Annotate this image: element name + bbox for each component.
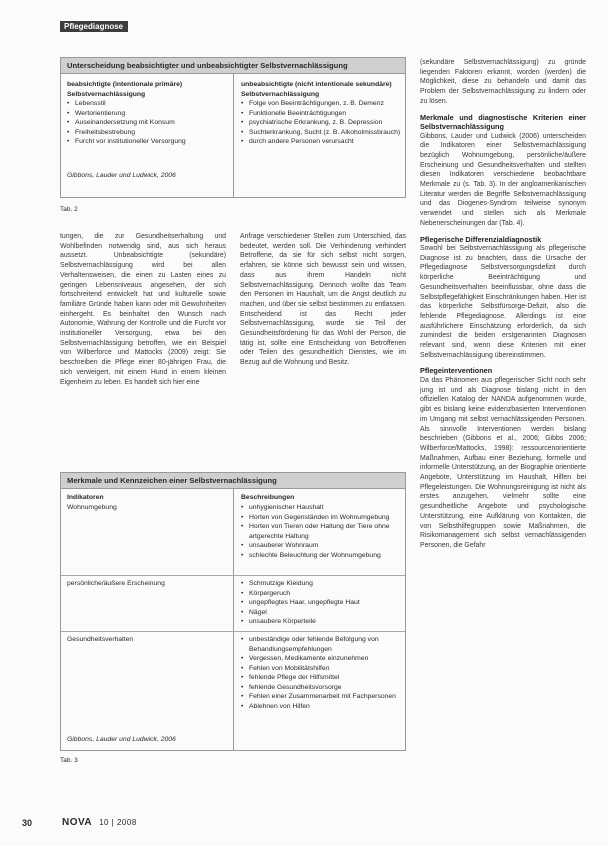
list-item: • Fehlen einer Zusammenarbeit mit Fachpersonen [241,692,401,702]
body-paragraph: (sekundäre Selbstvernachlässigung) zu gründe liegenden Faktoren erkannt, worden (werden) die Möglichkeit, diese zu behandeln und damit das Problem der Selbstvernachlässigung zu lindern oder zu lösen. [420,59,586,105]
list-item: • unsaubere Körperteile [241,617,401,627]
table-2-divider [233,489,234,750]
body-paragraph: Gibbons, Lauder und Ludwick (2006) unterscheiden die Indikatoren einer Selbstvernachlässigung bezüglich Wohnumgebung, persönliche/äußere Erscheinung und Gesundheitsverhalten und stellten diesen Indikatoren verschiedene beobachtbare Merkmale zu (s. Tab. 3). In der angloamerikanischen Literatur werden die Begriffe Selbstvernachlässigung und das Diogenes-Syndrom teilweise synonym verwendet und stellen sich als Merkmale Nebenerscheinungen dar (Tab. 4). [420,132,586,227]
table-1 [60,57,406,213]
body-column-right [420,58,586,828]
list-item: • Nägel [241,608,401,618]
list-item: • durch andere Personen verursacht [241,137,401,147]
list-item: • Funktionelle Beeinträchtigungen [241,109,401,119]
list-item: • fehlende Pflege der Hilfsmittel [241,673,401,683]
table-2-head-descriptions: Beschreibungen [241,494,295,501]
table-2-title: Merkmale und Kennzeichen einer Selbstvernachlässigung [60,472,406,489]
list-item: • Horten von Tieren oder Haltung der Tiere ohne artgerechte Haltung [241,522,401,541]
list-item: • Ablehnen von Hilfen [241,702,401,712]
list-item: • Suchterkrankung, Sucht (z. B. Alkoholmissbrauch) [241,128,401,138]
list-item: • Furcht vor institutioneller Versorgung [67,137,227,147]
table-2-source: Gibbons, Lauder und Ludwick, 2006 [67,736,176,743]
list-item: • unsauberer Wohnraum [241,541,401,551]
list-item: • Fehlen von Mobilitätshilfen [241,664,401,674]
body-paragraph: Sowohl bei Selbstvernachlässigung als pflegerische Diagnose ist zu beachten, dass die Ursache der Pflegediagnose Selbstversorgungsdefizit durch körperliche Beeinträchtigung und Gesundheitsverhalten beeinflussbar, ohne dass die Selbstpflegefähigkeit Einschränkungen haben. Hier ist das körperliche Selbstfürsorge-Defizit, also die fehlende Pflegediagnose. Allerdings ist eine ausführlichere Einschätzung erforderlich, da sich zumindest die beiden erstgenannten Diagnosen relevant sind, wenn diese Kriterien mit einer Selbstvernachlässigung übereinstimmen. [420,245,586,359]
list-item: • Lebensstil [67,99,227,109]
list-item: • Horten von Gegenständen im Wohnumgebung [241,513,401,523]
list-item: • Körpergeruch [241,589,401,599]
list-item: • Folge von Beeinträchtigungen, z. B. Demenz [241,99,401,109]
magazine-name: NOVA [62,817,92,828]
body-column-middle [240,232,406,458]
body-paragraph: Anfrage verschiedener Stellen zum Unterschied, das bedeutet, werden soll. Die Verhinderung verhindert Betroffene, da sie für sich selbst nicht sorgen, erfahren, sie könne sich bewusst sein und wissen, dass aus ihrem Handeln nicht Selbstvernachlässigung. Dennoch wollte das Team den Personen im Haushalt, um die Angst deutlich zu machen, und über sie selbst bestimmen zu entlassen. Entscheidend ist das Recht jeder Selbstvernachlässigung, wurde sie Teil der Gesundheitsförderung für das Wohl der Person, die tätig ist, sollte eine Entscheidung von Betroffenen oder Teilen des gesundheitlich Dienstes, wie im Bezug auf die Wohnung und Besitz. [240,233,406,367]
body-column-left [60,232,226,458]
table-1-divider [233,74,234,197]
table-row-items [241,579,401,627]
table-2-head-indicators: Indikatoren [67,494,104,501]
table-2-caption: Tab. 3 [60,757,78,764]
table-row-divider [61,631,405,632]
table-2 [60,472,406,764]
page-number: 30 [22,818,33,828]
table-1-caption: Tab. 2 [60,206,78,213]
table-row-items [241,635,401,711]
table-1-left-col [67,80,227,180]
table-row-indicator: Gesundheitsverhalten [67,636,134,643]
section-heading: Pflegeinterventionen [420,366,493,376]
magazine-footer [62,817,137,828]
table-row-indicator: Wohnumgebung [67,504,117,511]
table-1-source: Gibbons, Lauder und Ludwick, 2006 [67,171,176,179]
list-item: • unbeständige oder fehlende Befolgung von Behandlungsempfehlungen [241,635,401,654]
table-1-title: Unterscheidung beabsichtigter und unbeabsichtigter Selbstvernachlässigung [60,57,406,74]
list-item: • Wertorientierung [67,109,227,119]
body-paragraph: Da das Phänomen aus pflegerischer Sicht noch sehr jung ist und als Diagnose bislang nicht in den offiziellen Katalog der NANDA aufgenommen wurde, gibt es bislang keine evidenzbasierten Interventionen im Umgang mit selbst vernachlässigenden Personen. Als sinnvolle Interventionen werden bislang beschrieben (Gibbons et al., 2006; Gibbs 2006; Wilberforce/Mattocks, 1998): ressourcenorientierte Maßnahmen, Aufbau einer Beziehung, formelle und informelle Unterstützung, an der Biographie orientierte Angebote, Unterstützung im Haushalt, Hilfen bei Pflegeleistungen. Die Wohnungsreinigung ist nicht als erstes anzugehen, vielmehr sollte eine gesundheitliche Angebote und psychologische Unterstützung, eine Aufklärung von Kontakten, die von Selbsthilfegruppen sowie Maßnahmen, die Risikomanagement sich selbst vernachlässigenden Personen, die Gefahr [420,376,586,549]
table-1-right-col [241,80,401,147]
table-1-left-list [67,99,227,147]
list-item: • Vergessen, Medikamente einzunehmen [241,654,401,664]
list-item: • Auseinandersetzung mit Konsum [67,118,227,128]
table-row-divider [61,575,405,576]
table-2-body [60,489,406,751]
list-item: • Schmutzige Kleidung [241,579,401,589]
section-heading: Merkmale und diagnostische Kriterien einer Selbstvernachlässigung [420,112,586,132]
body-paragraph: tungen, die zur Gesundheitserhaltung und Wohlbefinden notwendig sind, aus sich heraus aussetzt. Unbeabsichtigte (sekundäre) Selbstvernachlässigung wird bei allen Verhaltensweisen, die einen zu Lasten eines zu geringen Lebensniveaus angesehen, der sich fortschreitend entwickelt hat und kulturelle sowie familiäre Gründe haben kann oder mit Gewohnheiten einhergeht. Es beinhaltet den Wunsch nach Autonomie, Wahrung der Kontrolle und die Furcht vor institutioneller Versorgung, etwa bei den Selbstvernachlässigung betroffen, wie ein Beispiel von Wilberforce und Mattocks (2009) zeigt: Sie beschreiben die Pflege einer 80-jährigen Frau, die sich verweigert, mit einem Hund in einem kleinen Eigenheim zu leben. Es handelt sich hier eine [60,233,226,386]
list-item: • psychiatrische Erkrankung, z. B. Depression [241,118,401,128]
section-tag: Pflegediagnose [60,21,128,32]
list-item: • Freiheitsbestrebung [67,128,227,138]
table-1-right-list [241,99,401,147]
list-item: • unhygienischer Haushalt [241,503,401,513]
list-item: • fehlende Gesundheitsvorsorge [241,683,401,693]
list-item: • schlechte Beleuchtung der Wohnumgebung [241,551,401,561]
magazine-issue: 10 | 2008 [99,818,137,827]
table-row-indicator: persönliche/äußere Erscheinung [67,580,165,587]
section-heading: Pflegerische Differenzialdiagnostik [420,234,542,244]
table-1-right-heading: unbeabsichtigte (nicht intentionale sekundäre) Selbstvernachlässigung [241,81,392,98]
table-row-items [241,503,401,560]
list-item: • ungepflegtes Haar, ungepflegte Haut [241,598,401,608]
table-1-body [60,74,406,198]
table-1-left-heading: beabsichtigte (intentionale primäre) Selbstvernachlässigung [67,81,183,98]
